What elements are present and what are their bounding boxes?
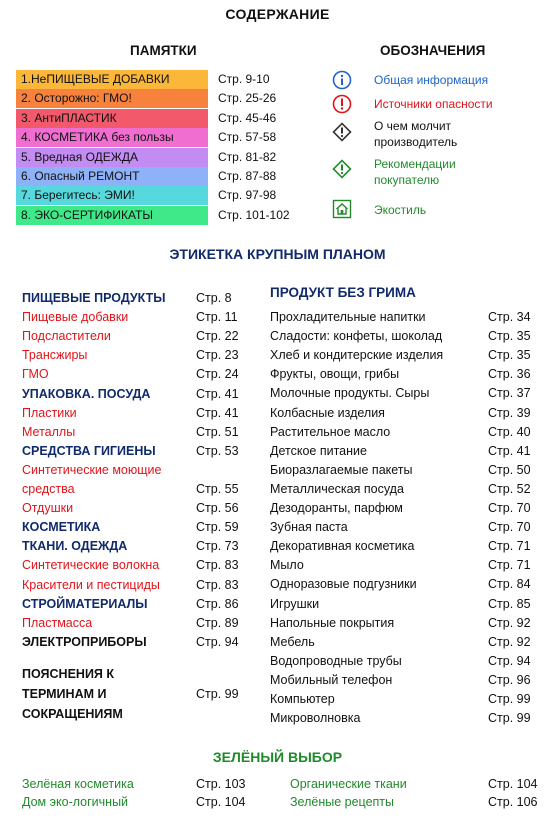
right-item-page: Стр. 99	[488, 692, 531, 706]
left-item-page: Стр. 83	[196, 558, 239, 573]
green-item-page: Стр. 106	[488, 795, 538, 809]
right-item-label: Игрушки	[270, 596, 320, 611]
terms-page: Стр. 99	[196, 687, 239, 701]
memo-item: 7. Берегитесь: ЭМИ!	[16, 186, 208, 205]
left-item-page: Стр. 22	[196, 329, 239, 344]
left-item-page: Стр. 24	[196, 367, 239, 382]
right-item-label: Биоразлагаемые пакеты	[270, 462, 413, 477]
right-item-label: Мебель	[270, 634, 315, 649]
right-item-page: Стр. 52	[488, 481, 531, 496]
right-item-label: Одноразовые подгузники	[270, 577, 417, 592]
right-item-label: Зубная паста	[270, 520, 348, 535]
right-item-label: Хлеб и кондитерские изделия	[270, 348, 444, 363]
memos-heading: ПАМЯТКИ	[130, 43, 197, 58]
memo-page: Стр. 101-102	[218, 207, 290, 222]
eco-house-icon	[332, 199, 352, 219]
right-item-page: Стр. 96	[488, 672, 531, 687]
right-item-label: Колбасные изделия	[270, 405, 385, 420]
left-item-label: Металлы	[22, 424, 76, 439]
left-item-page: Стр. 83	[196, 577, 239, 592]
memo-item: 5. Вредная ОДЕЖДА	[16, 148, 208, 167]
right-item-label: Растительное масло	[270, 424, 391, 439]
info-circle-icon	[332, 70, 352, 90]
left-item-label: Пластики	[22, 405, 77, 420]
right-item-page: Стр. 50	[488, 462, 531, 477]
legend-label-info: Общая информация	[374, 73, 489, 87]
left-item-label: Подсластители	[22, 329, 111, 344]
left-item-label: Пластмасса	[22, 615, 93, 630]
right-item-page: Стр. 41	[488, 443, 531, 458]
left-item-page: Стр. 59	[196, 520, 239, 535]
right-item-page: Стр. 85	[488, 596, 531, 611]
left-item-label: Синтетические волокна	[22, 558, 160, 573]
memo-item: 3. АнтиПЛАСТИК	[16, 109, 208, 128]
right-item-label: Сладости: конфеты, шоколад	[270, 329, 443, 344]
right-item-page: Стр. 70	[488, 520, 531, 535]
label-closeup-heading: ЭТИКЕТКА КРУПНЫМ ПЛАНОМ	[169, 246, 386, 262]
memo-item: 1.НеПИЩЕВЫЕ ДОБАВКИ	[16, 70, 208, 89]
left-item-label: СТРОЙМАТЕРИАЛЫ	[22, 596, 148, 611]
danger-circle-icon	[332, 94, 352, 114]
right-item-page: Стр. 71	[488, 558, 531, 573]
right-item-label: Мобильный телефон	[270, 672, 393, 687]
right-item-page: Стр. 35	[488, 329, 531, 344]
right-column-heading: ПРОДУКТ БЕЗ ГРИМА	[270, 285, 416, 300]
legend-label-eco: Экостиль	[374, 203, 427, 217]
recommend-diamond-icon	[332, 159, 352, 179]
left-item-label: Трансжиры	[22, 348, 88, 363]
right-item-page: Стр. 94	[488, 653, 531, 668]
right-item-label: Мыло	[270, 558, 304, 573]
left-item-page: Стр. 55	[196, 482, 239, 496]
left-item-label: Красители и пестициды	[22, 577, 160, 592]
green-item-page: Стр. 104	[488, 777, 538, 791]
green-item-label: Зелёная косметика	[22, 777, 134, 791]
right-item-page: Стр. 37	[488, 386, 531, 401]
left-item-page: Стр. 94	[196, 634, 239, 649]
left-item-label: Отдушки	[22, 501, 74, 516]
right-item-label: Декоративная косметика	[270, 539, 415, 554]
legend-label-danger: Источники опасности	[374, 97, 493, 111]
right-item-label: Компьютер	[270, 692, 335, 706]
right-item-page: Стр. 99	[488, 711, 531, 726]
left-item-label: средства	[22, 482, 75, 496]
right-item-page: Стр. 84	[488, 577, 531, 592]
memo-page: Стр. 25-26	[218, 91, 277, 106]
left-item-page: Стр. 11	[196, 310, 238, 325]
green-item-label: Зелёные рецепты	[290, 795, 394, 809]
left-item-page: Стр. 53	[196, 443, 239, 458]
memo-page: Стр. 87-88	[218, 169, 277, 183]
right-item-page: Стр. 40	[488, 424, 531, 439]
left-item-page: Стр. 56	[196, 501, 239, 516]
memo-page: Стр. 81-82	[218, 149, 277, 164]
left-item-page: Стр. 8	[196, 291, 232, 305]
right-item-label: Фрукты, овощи, грибы	[270, 367, 400, 382]
right-item-page: Стр. 34	[488, 310, 531, 324]
right-item-label: Прохладительные напитки	[270, 310, 426, 324]
left-item-label: ЭЛЕКТРОПРИБОРЫ	[22, 634, 147, 649]
legend-label-recommend: Рекомендации покупателю	[374, 157, 456, 187]
memo-item: 6. Опасный РЕМОНТ	[16, 167, 208, 186]
right-item-page: Стр. 39	[488, 405, 531, 420]
right-item-page: Стр. 70	[488, 501, 531, 515]
green-item-label: Дом эко-логичный	[22, 795, 129, 809]
page-title: СОДЕРЖАНИЕ	[225, 6, 330, 22]
right-item-label: Детское питание	[270, 443, 367, 458]
memo-item: 8. ЭКО-СЕРТИФИКАТЫ	[16, 206, 208, 225]
legend-label-warning: О чем молчит производитель	[374, 119, 458, 149]
left-item-label: УПАКОВКА. ПОСУДА	[22, 386, 151, 401]
left-item-label: КОСМЕТИКА	[22, 520, 101, 535]
left-item-page: Стр. 41	[196, 386, 239, 401]
memo-item: 2. Осторожно: ГМО!	[16, 89, 208, 108]
right-item-label: Молочные продукты. Сыры	[270, 386, 430, 401]
left-item-page: Стр. 51	[196, 424, 239, 439]
right-item-label: Микроволновка	[270, 711, 361, 726]
right-item-label: Дезодоранты, парфюм	[270, 501, 403, 515]
left-item-label: СРЕДСТВА ГИГИЕНЫ	[22, 443, 156, 458]
warning-diamond-icon	[332, 122, 352, 142]
terms-line3: СОКРАЩЕНИЯМ	[22, 707, 123, 721]
memo-page: Стр. 45-46	[218, 110, 277, 125]
memo-page: Стр. 57-58	[218, 130, 277, 145]
left-item-label: ПИЩЕВЫЕ ПРОДУКТЫ	[22, 291, 166, 305]
left-item-page: Стр. 23	[196, 348, 239, 363]
right-item-label: Металлическая посуда	[270, 481, 404, 496]
green-item-page: Стр. 103	[196, 777, 246, 791]
left-item-page: Стр. 86	[196, 596, 239, 611]
memo-page: Стр. 9-10	[218, 72, 270, 86]
left-item-page: Стр. 89	[196, 615, 239, 630]
memo-page: Стр. 97-98	[218, 188, 277, 203]
green-item-label: Органические ткани	[290, 777, 407, 791]
left-item-label: Пищевые добавки	[22, 310, 129, 325]
right-item-page: Стр. 92	[488, 615, 531, 630]
terms-line2: ТЕРМИНАМ И	[22, 687, 107, 701]
terms-line1: ПОЯСНЕНИЯ К	[22, 667, 115, 681]
memo-item: 4. КОСМЕТИКА без пользы	[16, 128, 208, 147]
green-item-page: Стр. 104	[196, 795, 246, 809]
right-item-label: Напольные покрытия	[270, 615, 395, 630]
legend-heading: ОБОЗНАЧЕНИЯ	[380, 43, 486, 58]
right-item-page: Стр. 36	[488, 367, 531, 382]
right-item-page: Стр. 35	[488, 348, 531, 363]
green-choice-heading: ЗЕЛЁНЫЙ ВЫБОР	[212, 749, 343, 765]
left-item-page: Стр. 41	[196, 405, 239, 420]
left-item-label: ГМО	[22, 367, 49, 382]
right-item-label: Водопроводные трубы	[270, 653, 402, 668]
left-item-page: Стр. 73	[196, 539, 239, 554]
left-item-label: Синтетические моющие	[22, 462, 162, 477]
right-item-page: Стр. 71	[488, 539, 531, 554]
right-item-page: Стр. 92	[488, 634, 531, 649]
left-item-label: ТКАНИ. ОДЕЖДА	[22, 539, 128, 554]
